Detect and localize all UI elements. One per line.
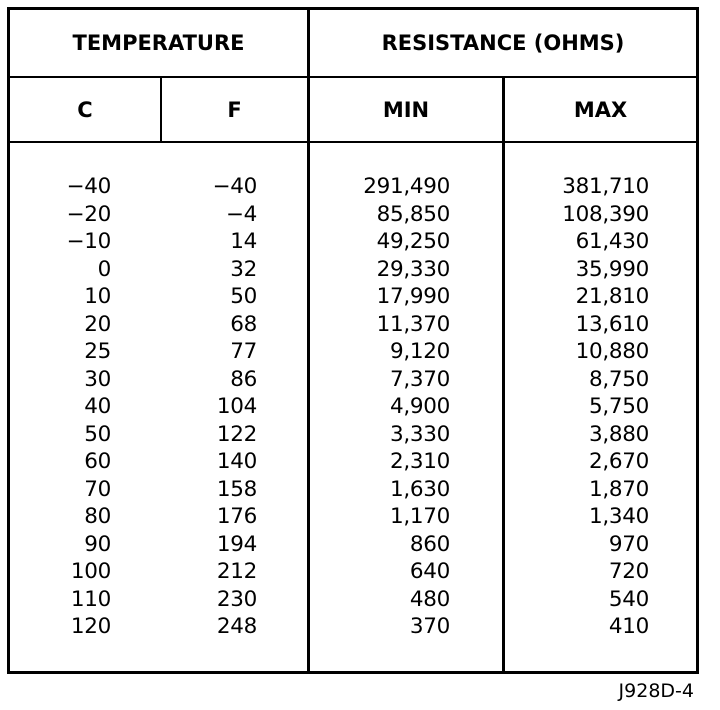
fahrenheit-value: 104: [216, 394, 257, 419]
celsius-value: 80: [84, 504, 111, 529]
min-column: [363, 173, 450, 641]
fahrenheit-column: [213, 173, 257, 641]
celsius-value: 60: [84, 449, 111, 474]
max-resistance-value: 970: [608, 531, 649, 557]
figure-id: J928D-4: [618, 680, 694, 702]
min-resistance-value: 1,630: [389, 476, 450, 502]
max-resistance-value: 1,870: [588, 476, 649, 502]
min-resistance-value: 1,170: [389, 504, 450, 529]
max-resistance-value: 108,390: [562, 201, 649, 227]
max-resistance-value: 540: [608, 586, 649, 612]
min-resistance-value: 7,370: [389, 366, 450, 392]
divider-min-max: [502, 77, 505, 671]
max-resistance-value: 720: [608, 559, 649, 584]
fahrenheit-value: 230: [216, 586, 257, 612]
max-resistance-value: 21,810: [575, 284, 649, 309]
max-resistance-value: 381,710: [562, 174, 649, 199]
max-resistance-value: 2,670: [588, 449, 649, 474]
temperature-header: TEMPERATURE: [72, 31, 245, 55]
max-resistance-value: 61,430: [575, 229, 649, 254]
max-resistance-value: 1,340: [588, 504, 649, 529]
celsius-value: −20: [66, 201, 111, 227]
fahrenheit-value: 14: [230, 229, 257, 254]
resistance-header: RESISTANCE (OHMS): [381, 31, 625, 55]
max-resistance-value: 10,880: [575, 339, 649, 364]
fahrenheit-value: 50: [230, 284, 257, 309]
fahrenheit-value: 86: [230, 366, 257, 392]
min-resistance-value: 29,330: [376, 256, 450, 282]
fahrenheit-value: 194: [216, 531, 257, 557]
fahrenheit-value: 158: [216, 476, 257, 502]
celsius-value: 10: [84, 284, 111, 309]
celsius-column: [67, 173, 111, 641]
fahrenheit-value: 212: [216, 559, 257, 584]
header-divider: [10, 76, 696, 78]
celsius-value: −40: [66, 174, 111, 199]
celsius-value: 100: [70, 559, 111, 584]
fahrenheit-value: −4: [225, 201, 257, 227]
fahrenheit-header: F: [227, 98, 242, 122]
min-resistance-value: 49,250: [376, 229, 450, 254]
min-header: MIN: [382, 98, 430, 122]
fahrenheit-value: −40: [212, 174, 257, 199]
header-bottom-rule: [10, 141, 696, 143]
max-resistance-value: 3,880: [588, 421, 649, 447]
max-header: MAX: [573, 98, 628, 122]
min-resistance-value: 291,490: [363, 174, 450, 199]
min-resistance-value: 17,990: [376, 284, 450, 309]
fahrenheit-value: 248: [216, 614, 257, 639]
min-resistance-value: 3,330: [389, 421, 450, 447]
fahrenheit-value: 122: [216, 421, 257, 447]
celsius-header: C: [77, 98, 93, 122]
max-resistance-value: 410: [608, 614, 649, 639]
celsius-value: 20: [84, 311, 111, 337]
celsius-value: 70: [84, 476, 111, 502]
celsius-value: −10: [66, 229, 111, 254]
max-resistance-value: 5,750: [588, 394, 649, 419]
min-resistance-value: 370: [409, 614, 450, 639]
fahrenheit-value: 176: [216, 504, 257, 529]
fahrenheit-value: 68: [230, 311, 257, 337]
fahrenheit-value: 140: [216, 449, 257, 474]
max-resistance-value: 13,610: [575, 311, 649, 337]
min-resistance-value: 640: [409, 559, 450, 584]
max-column: [562, 173, 649, 641]
celsius-value: 50: [84, 421, 111, 447]
max-resistance-value: 35,990: [575, 256, 649, 282]
celsius-value: 40: [84, 394, 111, 419]
min-resistance-value: 860: [409, 531, 450, 557]
min-resistance-value: 11,370: [376, 311, 450, 337]
fahrenheit-value: 32: [230, 256, 257, 282]
celsius-value: 30: [84, 366, 111, 392]
celsius-value: 120: [70, 614, 111, 639]
celsius-value: 25: [84, 339, 111, 364]
celsius-value: 110: [70, 586, 111, 612]
celsius-value: 90: [84, 531, 111, 557]
max-resistance-value: 8,750: [588, 366, 649, 392]
min-resistance-value: 480: [409, 586, 450, 612]
min-resistance-value: 2,310: [389, 449, 450, 474]
fahrenheit-value: 77: [230, 339, 257, 364]
min-resistance-value: 85,850: [376, 201, 450, 227]
celsius-value: 0: [97, 256, 111, 282]
min-resistance-value: 9,120: [389, 339, 450, 364]
min-resistance-value: 4,900: [389, 394, 450, 419]
